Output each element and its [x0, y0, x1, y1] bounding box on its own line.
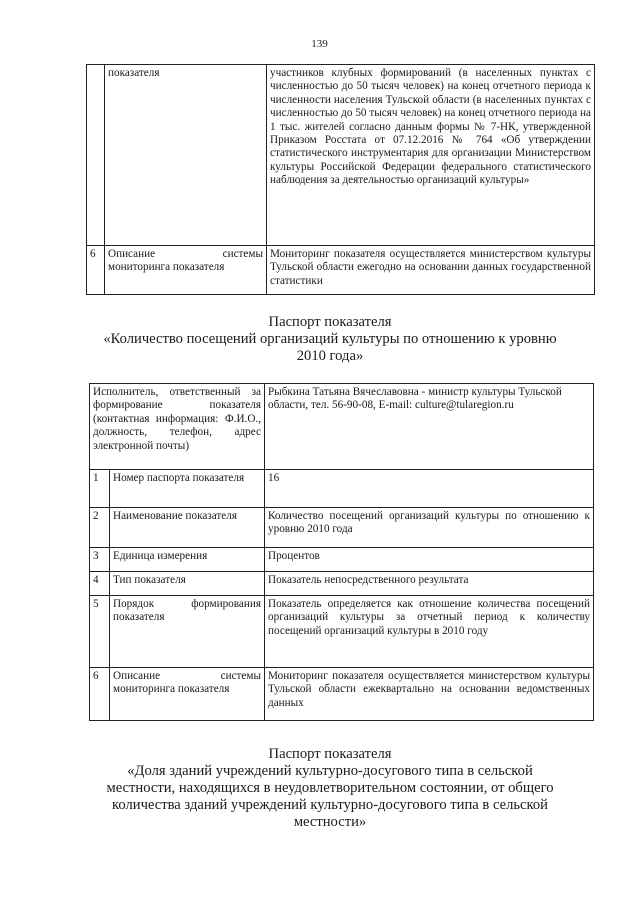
row-value: участников клубных формирований (в населенных пунктах с численностью до 50 тысяч человек) на конец отчетного периода к численности населения Тульской области (в населенных пунктах с численностью до 50 тысяч человек) на конец отчетного периода на 1 тыс. жителей согласно данным формы № 7-НК, утвержденной Приказом Росстата от 07.12.2016 № 764 «Об утверждении статистического инструментария для организации Министерством культуры Российской Федерации федерального статистического наблюдения за деятельностью организаций культуры»	[267, 65, 595, 246]
row-number	[87, 65, 105, 246]
row-value: Количество посещений организаций культуры по отношению к уровню 2010 года	[265, 508, 594, 548]
row-number: 2	[90, 508, 110, 548]
title-line: местности»	[293, 814, 367, 830]
title-line: Паспорт показателя	[268, 746, 392, 762]
table-row	[90, 470, 594, 508]
row-number: 4	[90, 572, 110, 596]
row-label: показателя	[105, 65, 267, 246]
title-line: 2010 года»	[296, 348, 364, 364]
row-value: Процентов	[265, 548, 594, 572]
executor-value: Рыбкина Татьяна Вячеславовна - министр культуры Тульской области, тел. 56-90-08, E-mail: culture@tularegion.ru	[265, 384, 594, 470]
row-value: Показатель непосредственного результата	[265, 572, 594, 596]
table-row	[87, 65, 595, 246]
table-row	[90, 668, 594, 721]
title-line: «Количество посещений организаций культуры по отношению к уровню	[103, 331, 557, 347]
page-number: 139	[311, 38, 328, 50]
table-row	[90, 572, 594, 596]
table-row	[90, 596, 594, 668]
table-row	[87, 246, 595, 295]
row-label: Описание системы мониторинга показателя	[110, 668, 265, 721]
executor-label: Исполнитель, ответственный за формирование показателя (контактная информация: Ф.И.О., должность, телефон, адрес электронной почты)	[90, 384, 265, 470]
row-number: 6	[90, 668, 110, 721]
title-line: местности, находящихся в неудовлетворительном состоянии, от общего	[106, 780, 554, 796]
row-value: Мониторинг показателя осуществляется министерством культуры Тульской области ежегодно на основании данных государственной статистики	[267, 246, 595, 295]
section-title-visits	[70, 314, 590, 365]
table-header-row	[90, 384, 594, 470]
row-label: Описание системы мониторинга показателя	[105, 246, 267, 295]
table-row	[90, 508, 594, 548]
passport-table-continuation	[86, 64, 595, 295]
row-value: Мониторинг показателя осуществляется министерством культуры Тульской области ежеквартально на основании ведомственных данных	[265, 668, 594, 721]
row-label: Единица измерения	[110, 548, 265, 572]
row-value: Показатель определяется как отношение количества посещений организаций культуры за отчетный период к количеству посещений организаций культуры в 2010 году	[265, 596, 594, 668]
row-label: Номер паспорта показателя	[110, 470, 265, 508]
section-title-buildings	[70, 746, 590, 831]
row-number: 1	[90, 470, 110, 508]
row-value: 16	[265, 470, 594, 508]
table-row	[90, 548, 594, 572]
title-line: количества зданий учреждений культурно-досугового типа в сельской	[112, 797, 548, 813]
row-label: Порядок формирования показателя	[110, 596, 265, 668]
title-line: Паспорт показателя	[268, 314, 392, 330]
row-label: Тип показателя	[110, 572, 265, 596]
row-number: 3	[90, 548, 110, 572]
title-line: «Доля зданий учреждений культурно-досугового типа в сельской	[127, 763, 533, 779]
row-number: 5	[90, 596, 110, 668]
row-number: 6	[87, 246, 105, 295]
row-label: Наименование показателя	[110, 508, 265, 548]
passport-table-visits	[89, 383, 594, 721]
